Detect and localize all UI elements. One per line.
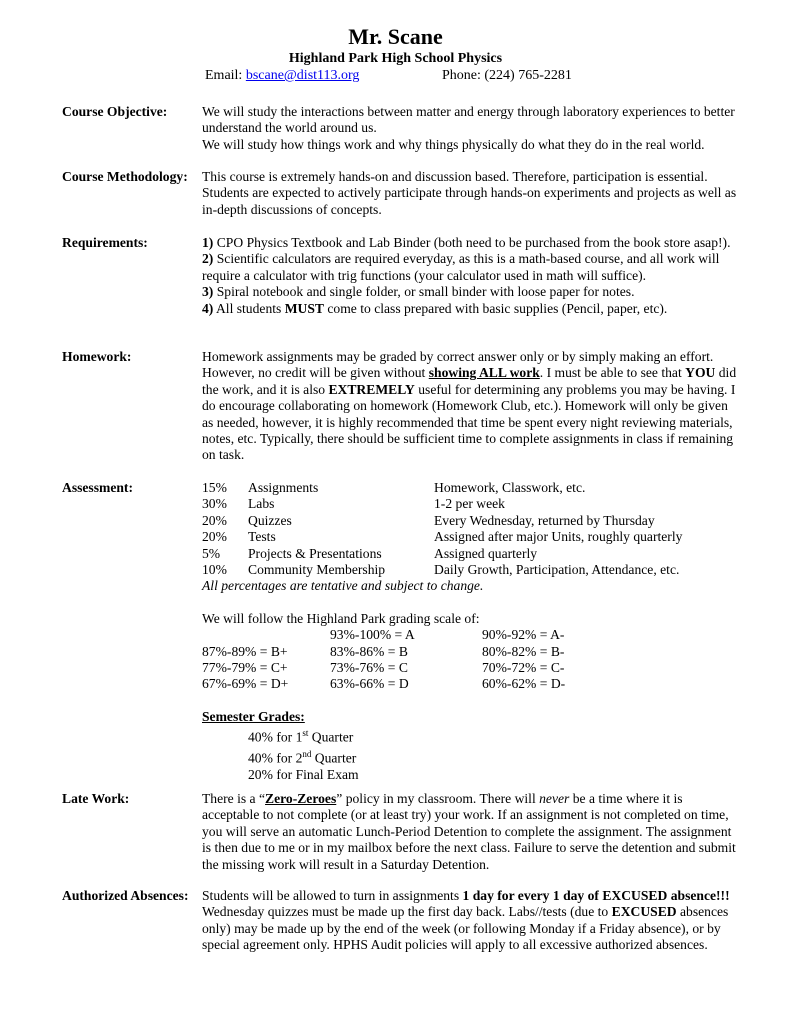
requirement-item: 1) CPO Physics Textbook and Lab Binder (both need to be purchased from the book store asap!). xyxy=(202,235,731,250)
assessment-note: All percentages are tentative and subject to change. xyxy=(202,578,484,594)
semester-item: 20% for Final Exam xyxy=(248,767,359,783)
methodology-section xyxy=(62,169,742,218)
assessment-row: 20% Tests Assigned after major Units, roughly quarterly xyxy=(202,529,683,545)
requirement-item: 3) Spiral notebook and single folder, or small binder with loose paper for notes. xyxy=(202,284,635,300)
late-work-text: There is a “Zero-Zeroes” policy in my classroom. There will never be a time where it is acceptable to not complete (or at least try) your work. If an assignment is not completed on time, you will serve an automatic Lunch-Period Detention to complete the assignment. The assignment is then due to me or in my mailbox before the next class. Failure to serve the detention and submit the missing work will result in a Saturday Detention. xyxy=(202,791,736,872)
semester-item: 40% for 1st Quarter xyxy=(248,728,354,745)
page-title: Mr. Scane xyxy=(348,24,443,49)
scale-row: 93%-100% = A 90%-92% = A- xyxy=(330,627,565,643)
semester-title: Semester Grades: xyxy=(202,708,305,724)
assessment-row: 20% Quizzes Every Wednesday, returned by Thursday xyxy=(202,512,655,528)
homework-text: Homework assignments may be graded by correct answer only or by simply making an effort. However, no credit will be given without showing ALL work. I must be able to see that YOU did the work, and it is also EXTREMELY useful for determining any problems you may be having. I do encourage collaborating on homework (Homework Club, etc.). Homework will only be given as needed, however, it is highly recommended that time be spent every night reviewing materials, notes, etc. Typically, there should be sufficient time to complete assignments in class if remaining on task. xyxy=(202,349,737,463)
requirement-item: 2) Scientific calculators are required everyday, as this is a math-based course, and all work will require a calculator with trig functions (your calculator used in math will suffice). xyxy=(202,251,720,283)
assessment-row: 30% Labs 1-2 per week xyxy=(202,496,505,512)
email-label: Email: xyxy=(205,68,243,83)
requirement-item: 4) All students MUST come to class prepared with basic supplies (Pencil, paper, etc). xyxy=(202,300,668,316)
homework-section xyxy=(62,349,742,464)
phone-line: Phone: (224) 765-2281 xyxy=(442,68,572,83)
requirements-section xyxy=(62,235,742,317)
absences-section xyxy=(62,888,742,954)
methodology-text: This course is extremely hands-on and discussion based. Therefore, participation is essential. Students are expected to actively participate through hands-on experiments and projects as well as in-depth discussions of concepts. xyxy=(202,169,737,217)
absences-text: Students will be allowed to turn in assignments 1 day for every 1 day of EXCUSED absence!!! Wednesday quizzes must be made up the first day back. Labs//tests (due to EXCUSED absences only) may be made up by the end of the week (or following Monday if a Friday absence), or by special agreement only. HPHS Audit policies will apply to all excessive authorized absences. xyxy=(202,888,730,953)
assessment-label: Assessment: xyxy=(62,480,133,495)
objective-line-1: We will study the interactions between matter and energy through laboratory experiences to better understand the world around us. xyxy=(202,104,735,136)
objective-section xyxy=(62,104,742,153)
late-work-label: Late Work: xyxy=(62,791,130,806)
homework-label: Homework: xyxy=(62,349,132,364)
scale-intro: We will follow the Highland Park grading scale of: xyxy=(202,610,480,626)
scale-row: 87%-89% = B+ 83%-86% = B 80%-82% = B- xyxy=(202,643,565,659)
assessment-row: 10% Community Membership Daily Growth, Participation, Attendance, etc. xyxy=(202,562,680,578)
email-link[interactable]: bscane@dist113.org xyxy=(245,68,360,83)
assessment-row: 5% Projects & Presentations Assigned quarterly xyxy=(202,545,538,561)
methodology-label: Course Methodology: xyxy=(62,169,188,184)
assessment-row: 15% Assignments Homework, Classwork, etc. xyxy=(202,480,586,495)
late-work-section xyxy=(62,791,742,873)
objective-line-2: We will study how things work and why things physically do what they do in the real world. xyxy=(202,136,705,152)
scale-row: 67%-69% = D+ 63%-66% = D 60%-62% = D- xyxy=(202,676,566,692)
requirements-label: Requirements: xyxy=(62,235,148,250)
assessment-section xyxy=(62,480,742,784)
email-line xyxy=(205,68,359,84)
school-subtitle: Highland Park High School Physics xyxy=(288,51,503,66)
semester-item: 40% for 2nd Quarter xyxy=(248,749,357,766)
objective-label: Course Objective: xyxy=(62,104,168,119)
absences-label: Authorized Absences: xyxy=(62,888,189,903)
scale-row: 77%-79% = C+ 73%-76% = C 70%-72% = C- xyxy=(202,660,565,676)
